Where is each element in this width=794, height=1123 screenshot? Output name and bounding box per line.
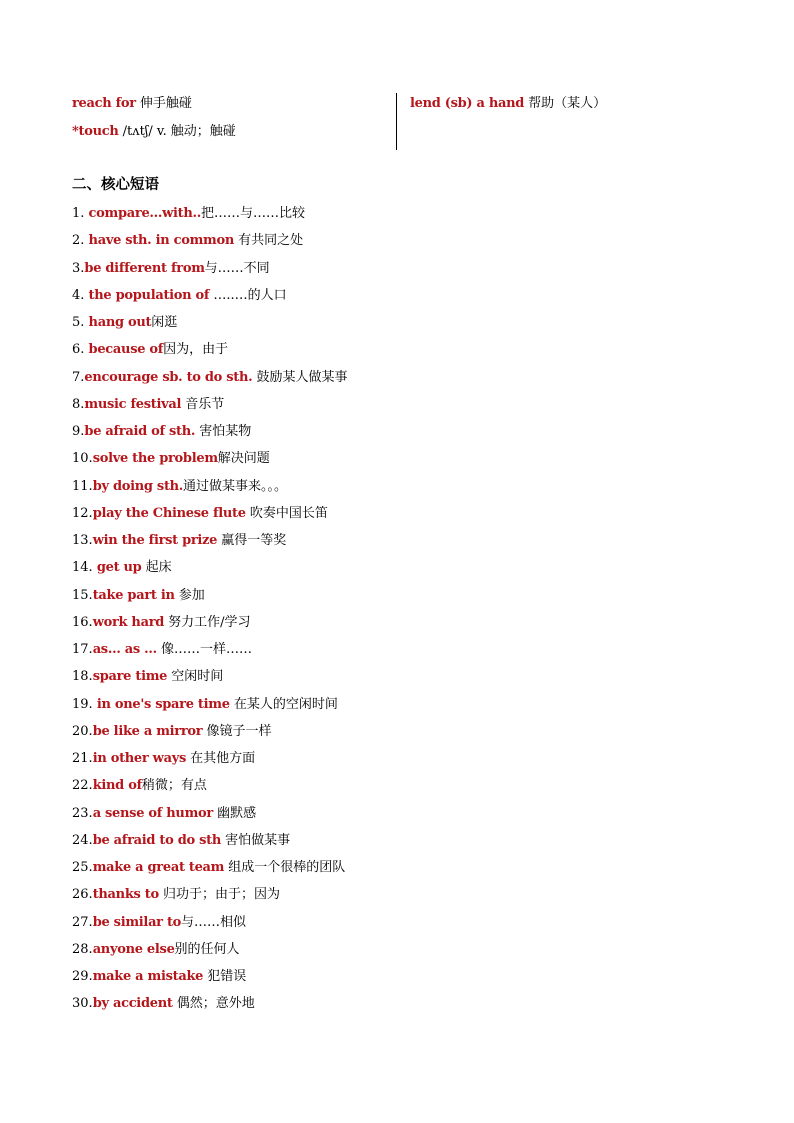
section-title: 二、核心短语 (72, 176, 159, 193)
phrase-number: 10. (72, 451, 93, 467)
vocab-item-touch (72, 123, 392, 151)
phrase-term: make a mistake (92, 969, 204, 984)
phrase-number: 11. (72, 478, 93, 494)
phrase-term: be afraid of sth. (84, 424, 196, 439)
phrase-term: work hard (92, 614, 165, 630)
phrase-number: 22. (72, 778, 93, 794)
list-item (72, 341, 672, 368)
phrase-meaning: 别的任何人 (174, 941, 240, 957)
phrase-meaning: 参加 (174, 587, 205, 603)
phrase-term: win the first prize (92, 533, 218, 548)
phrase-meaning: 空闲时间 (167, 669, 224, 685)
phrase-meaning: 有共同之处 (234, 233, 304, 249)
phrase-meaning: …..…的人口 (209, 287, 287, 303)
phrase-number: 2. (72, 233, 89, 249)
phrase-meaning: 吹奏中国长笛 (245, 505, 328, 521)
phrase-term: be different from (84, 260, 205, 276)
list-item (72, 859, 672, 886)
phrase-meaning: 与……不同 (204, 260, 270, 276)
phrase-meaning: 害怕做某事 (220, 832, 291, 848)
phrase-meaning: 赢得一等奖 (217, 533, 287, 548)
phrase-number: 15. (72, 587, 93, 603)
list-item (72, 260, 672, 287)
phrase-number: 8. (72, 396, 85, 412)
list-item (72, 287, 672, 314)
phrase-term: kind of (92, 778, 142, 794)
phrase-term: make a great team (92, 860, 225, 875)
phrase-term: by accident (92, 996, 173, 1012)
phrase-number: 20. (72, 723, 93, 739)
phrase-meaning: 归功于；由于；因为 (158, 887, 280, 903)
phrase-meaning: 闲逛 (151, 315, 178, 330)
list-item (72, 832, 672, 859)
phrase-term: have sth. in common (88, 233, 235, 249)
phrase-term: hang out (88, 315, 152, 330)
phrase-meaning: 组成一个很棒的团队 (224, 860, 346, 875)
phrase-number: 29. (72, 969, 93, 984)
phrase-term: spare time (92, 669, 168, 685)
phrase-term: compare...with.. (88, 206, 201, 221)
phrase-meaning: 把……与……比较 (200, 206, 305, 221)
phrase-number: 30. (72, 996, 93, 1012)
phrase-term: a sense of humor (92, 805, 213, 821)
list-item (72, 777, 672, 804)
list-item (72, 205, 672, 232)
phrase-meaning: 音乐节 (181, 396, 225, 412)
vocab-left-column (72, 95, 392, 151)
phrase-meaning: 通过做某事来。。。 (183, 478, 288, 494)
phrase-meaning: 解决问题 (217, 451, 270, 467)
phrase-term: solve the problem (92, 451, 218, 467)
list-item (72, 914, 672, 941)
list-item (72, 505, 672, 532)
phrase-list (72, 205, 672, 1023)
phrase-meaning: 像……一样…… (156, 642, 252, 657)
phrase-number: 27. (72, 914, 93, 930)
list-item (72, 232, 672, 259)
list-item (72, 314, 672, 341)
vocab-right-column (410, 95, 750, 123)
vocab-term: reach for (72, 96, 136, 111)
phrase-term: as… as … (92, 642, 157, 657)
phrase-meaning: 偶然；意外地 (172, 996, 255, 1012)
vocab-meaning: 触动；触碰 (170, 124, 236, 139)
list-item (72, 750, 672, 777)
vocab-item-lend-a-hand (410, 95, 750, 123)
phrase-number: 16. (72, 614, 93, 630)
list-item (72, 478, 672, 505)
list-item (72, 886, 672, 913)
phrase-term: encourage sb. to do sth. (84, 369, 253, 385)
vocab-meaning: 帮助（某人） (528, 96, 607, 111)
phrase-number: 1. (72, 206, 89, 221)
phrase-number: 19. (72, 696, 97, 712)
phrase-term: be similar to (92, 914, 182, 930)
list-item (72, 723, 672, 750)
phrase-term: get up (96, 560, 142, 576)
phrase-number: 12. (72, 505, 93, 521)
phrase-number: 14. (72, 560, 97, 576)
list-item (72, 995, 672, 1022)
phrase-meaning: 因为，由于 (163, 342, 229, 358)
phrase-number: 23. (72, 805, 93, 821)
phrase-number: 13. (72, 533, 93, 548)
phrase-number: 28. (72, 941, 93, 957)
phrase-number: 21. (72, 751, 93, 766)
phrase-meaning: 鼓励某人做某事 (252, 369, 348, 385)
list-item (72, 396, 672, 423)
phrase-meaning: 在某人的空闲时间 (229, 696, 338, 712)
phrase-term: because of (88, 342, 164, 358)
phrase-term: play the Chinese flute (92, 505, 246, 521)
phrase-number: 3. (72, 260, 85, 276)
phrase-meaning: 起床 (141, 560, 172, 576)
phrase-term: in one's spare time (96, 696, 230, 712)
phrase-number: 5. (72, 315, 89, 330)
phrase-meaning: 与……相似 (181, 914, 247, 930)
phrase-term: take part in (92, 587, 175, 603)
phrase-meaning: 像镜子一样 (202, 723, 272, 739)
phrase-term: in other ways (92, 751, 186, 766)
phrase-term: be like a mirror (92, 723, 203, 739)
phrase-meaning: 稍微；有点 (141, 778, 207, 794)
vocab-item-reach-for (72, 95, 392, 123)
list-item (72, 696, 672, 723)
list-item (72, 559, 672, 586)
list-item (72, 968, 672, 995)
vocab-phonetic: /tʌtʃ/ v. (118, 124, 167, 139)
list-item (72, 641, 672, 668)
list-item (72, 941, 672, 968)
list-item (72, 805, 672, 832)
phrase-number: 9. (72, 424, 85, 439)
vocab-term: *touch (72, 124, 119, 139)
phrase-number: 24. (72, 832, 93, 848)
list-item (72, 668, 672, 695)
list-item (72, 450, 672, 477)
phrase-term: be afraid to do sth (92, 832, 221, 848)
column-divider (396, 93, 397, 150)
phrase-number: 4. (72, 287, 89, 303)
phrase-number: 6. (72, 342, 89, 358)
phrase-term: by doing sth. (92, 478, 184, 494)
list-item (72, 532, 672, 559)
phrase-number: 7. (72, 369, 85, 385)
phrase-term: anyone else (92, 941, 175, 957)
phrase-term: music festival (84, 396, 182, 412)
list-item (72, 614, 672, 641)
phrase-meaning: 幽默感 (212, 805, 257, 821)
phrase-term: the population of (88, 287, 210, 303)
list-item (72, 587, 672, 614)
phrase-number: 18. (72, 669, 93, 685)
phrase-meaning: 努力工作/学习 (164, 614, 251, 630)
phrase-meaning: 在其他方面 (185, 751, 256, 766)
phrase-meaning: 犯错误 (203, 969, 247, 984)
vocab-term: lend (sb) a hand (410, 96, 525, 111)
phrase-term: thanks to (92, 887, 159, 903)
phrase-number: 26. (72, 887, 93, 903)
phrase-meaning: 害怕某物 (195, 424, 252, 439)
list-item (72, 369, 672, 396)
list-item (72, 423, 672, 450)
phrase-number: 25. (72, 860, 93, 875)
vocab-meaning: 伸手触碰 (139, 96, 192, 111)
phrase-number: 17. (72, 642, 93, 657)
